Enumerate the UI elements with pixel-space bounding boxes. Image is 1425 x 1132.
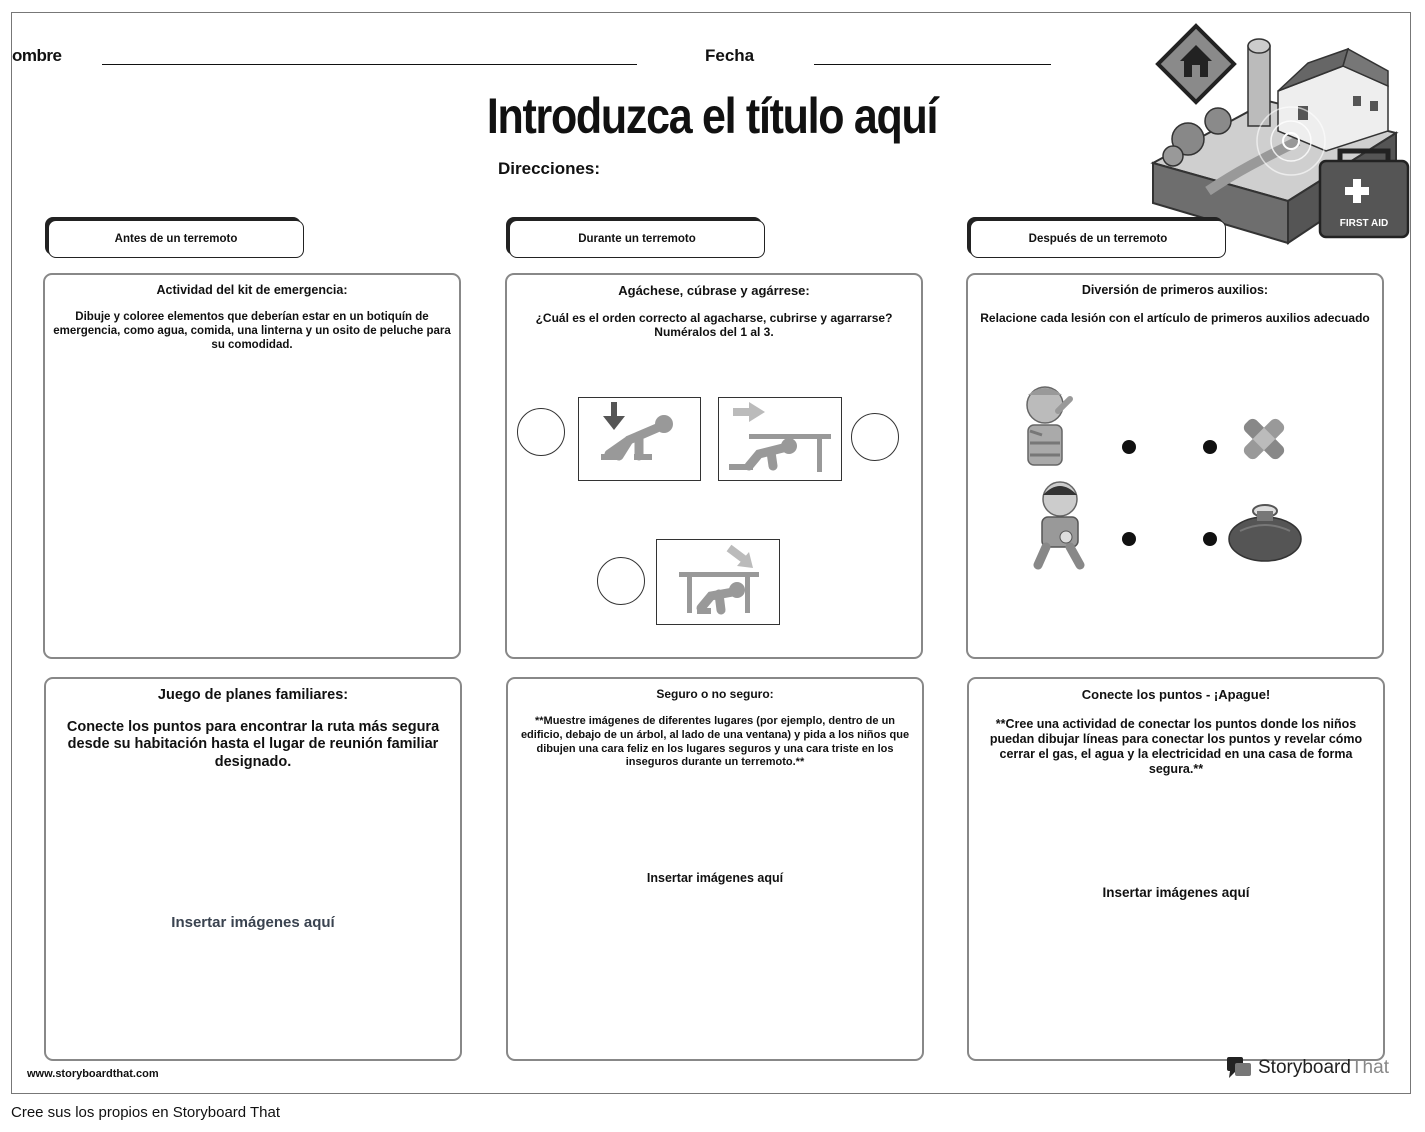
worksheet: [11, 12, 1411, 1094]
cover-arrow-icon: [733, 402, 765, 422]
first-aid-kit-icon: [1320, 151, 1408, 237]
brand-light: That: [1350, 1057, 1389, 1078]
number-circle-hold[interactable]: [597, 557, 645, 605]
page-title: Introduzca el título aquí: [486, 88, 938, 144]
directions-label: Direcciones:: [498, 159, 601, 178]
date-label: Fecha: [705, 46, 755, 65]
panel-title: Actividad del kit de emergencia:: [156, 283, 348, 297]
panel-instructions: ¿Cuál es el orden correcto al agacharse, cubrirse y agarrarse? Numéralos del 1 al 3.: [535, 311, 893, 340]
storyboard-logo-icon: [1226, 1055, 1252, 1081]
tab-before-earthquake: Antes de un terremoto: [48, 220, 304, 258]
match-dot[interactable]: [1203, 440, 1217, 454]
panel-connect-dots[interactable]: [967, 677, 1385, 1061]
page-caption[interactable]: Cree sus los propios en Storyboard That: [11, 1104, 281, 1121]
panel-emergency-kit[interactable]: [43, 273, 461, 659]
hold-picture: [656, 539, 780, 625]
match-dot[interactable]: [1122, 440, 1136, 454]
number-circle-cover[interactable]: [851, 413, 899, 461]
cover-picture: [718, 397, 842, 481]
panel-title: Juego de planes familiares:: [157, 687, 349, 703]
panel-instructions: **Muestre imágenes de diferentes lugares (por ejemplo, dentro de un edificio, debajo de un árbol, al lado de una ventana) y pida a los niños que dibujen una cara feliz en los lugares seguros y una cara triste en los inseguros durante un terremoto.**: [520, 715, 910, 769]
panel-instructions: Relacione cada lesión con el artículo de primeros auxilios adecuado: [980, 311, 1370, 325]
tab-after-earthquake: Después de un terremoto: [970, 220, 1226, 258]
insert-images-placeholder[interactable]: Insertar imágenes aquí: [171, 914, 335, 931]
name-line[interactable]: [102, 64, 637, 65]
panel-instructions: Dibuje y coloree elementos que deberían estar en un botiquín de emergencia, como agua, comida, una linterna y un osito de peluche para su comodidad.: [53, 311, 451, 351]
panel-drop-cover-hold[interactable]: [505, 273, 923, 659]
panel-title: Seguro o no seguro:: [656, 687, 774, 701]
date-line[interactable]: [814, 64, 1051, 65]
footer-url[interactable]: www.storyboardthat.com: [27, 1068, 159, 1080]
insert-images-placeholder[interactable]: Insertar imágenes aquí: [1102, 885, 1250, 900]
match-dot[interactable]: [1203, 532, 1217, 546]
panel-safe-unsafe[interactable]: [506, 677, 924, 1061]
drop-arrow-icon: [603, 402, 625, 430]
panel-first-aid[interactable]: [966, 273, 1384, 659]
tab-during-earthquake: Durante un terremoto: [509, 220, 765, 258]
panel-title: Conecte los puntos - ¡Apague!: [1081, 687, 1271, 702]
insert-images-placeholder[interactable]: Insertar imágenes aquí: [646, 871, 784, 885]
earthquake-house-illustration: [1148, 21, 1410, 249]
number-circle-drop[interactable]: [517, 408, 565, 456]
panel-title: Agáchese, cúbrase y agárrese:: [618, 283, 810, 298]
panel-title: Diversión de primeros auxilios:: [1081, 283, 1269, 297]
match-dot[interactable]: [1122, 532, 1136, 546]
brand-main: Storyboard: [1258, 1057, 1351, 1078]
panel-family-plan[interactable]: [44, 677, 462, 1061]
injured-child-knee-image: [1026, 477, 1094, 571]
drop-picture: [578, 397, 701, 481]
svg-text:FIRST AID: FIRST AID: [1339, 218, 1389, 229]
bandage-icon: [1234, 411, 1294, 467]
house-warning-sign-icon: [1158, 26, 1234, 102]
injured-child-head-image: [1012, 381, 1078, 473]
panel-instructions: **Cree una actividad de conectar los puntos donde los niños puedan dibujar líneas para conectar los puntos y revelar cómo cerrar el gas, el agua y la electricidad en una casa de forma segura.**: [989, 717, 1363, 776]
ice-pack-icon: [1226, 499, 1304, 563]
hold-arrow-icon: [729, 548, 753, 568]
panel-instructions: Conecte los puntos para encontrar la ruta más segura desde su habitación hasta el lugar de reunión familiar designado.: [66, 719, 440, 770]
name-label: ombre: [12, 46, 62, 65]
storyboard-brand[interactable]: [1226, 1055, 1389, 1081]
